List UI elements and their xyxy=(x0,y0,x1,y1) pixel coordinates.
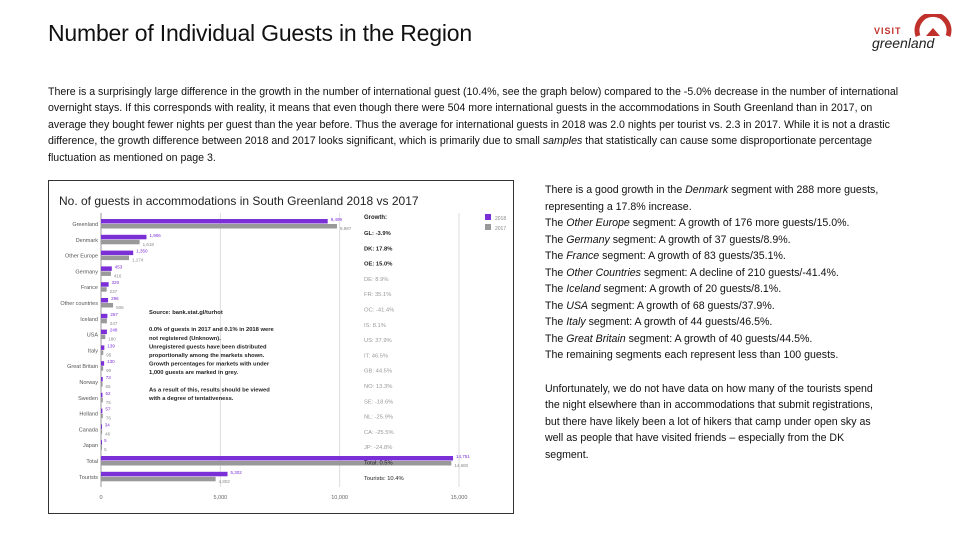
growth-label: IT: 46.5% xyxy=(364,353,389,360)
bar-2018 xyxy=(101,377,103,382)
svg-text:VISIT: VISIT xyxy=(874,26,902,36)
data-label-2017: 65 xyxy=(105,384,111,389)
category-label: Canada xyxy=(78,427,98,434)
chart-note: 0.0% of guests in 2017 and 0.1% in 2018 were xyxy=(149,327,274,334)
data-label-2018: 320 xyxy=(111,280,120,286)
segment-item xyxy=(545,331,890,348)
category-label: Denmark xyxy=(75,237,98,244)
bar-2018 xyxy=(101,235,146,240)
bar-2018 xyxy=(101,345,104,350)
data-label-2018: 5,302 xyxy=(230,469,242,475)
growth-label: Tourists: 10.4% xyxy=(364,475,404,482)
chart-note: with a degree of tentativeness. xyxy=(149,396,234,402)
data-label-2018: 14,751 xyxy=(456,454,470,459)
segment-item xyxy=(545,265,890,282)
bar-2017 xyxy=(101,414,103,419)
chart-note: proportionally among the markets shown. xyxy=(149,353,265,359)
category-label: Norway xyxy=(79,380,98,386)
growth-title: Growth: xyxy=(364,215,387,221)
data-label-2018: 139 xyxy=(107,343,115,349)
category-label: Other countries xyxy=(60,301,98,307)
growth-label: IS: 8.1% xyxy=(364,322,386,329)
category-label: Other Europe xyxy=(64,253,98,260)
bar-2018 xyxy=(101,266,112,271)
segment-text: The xyxy=(545,233,567,246)
chart-note: Growth percentages for markets with under xyxy=(149,361,270,368)
category-label: France xyxy=(80,285,98,292)
bar-2017 xyxy=(101,366,103,371)
legend-swatch xyxy=(485,214,491,220)
segment-text: Denmark xyxy=(685,184,729,196)
data-label-2017: 76 xyxy=(105,415,111,421)
guests-bar-chart xyxy=(48,180,514,514)
bar-2018 xyxy=(101,361,104,366)
bar-2018 xyxy=(101,440,102,445)
growth-label: OC: -41.4% xyxy=(364,307,395,314)
bar-2018 xyxy=(101,409,102,414)
category-label: Holland xyxy=(79,411,98,418)
segment-text: segment: A growth of 44 guests/46.5%. xyxy=(585,316,773,328)
segment-text: segment: A growth of 20 guests/8.1%. xyxy=(600,283,782,295)
data-label-2018: 130 xyxy=(107,359,115,365)
segment-text: The remaining segments each represent less than 100 guests. xyxy=(545,349,839,361)
bar-2017 xyxy=(101,350,103,355)
growth-label: GL: -3.9% xyxy=(364,231,391,237)
bar-2018 xyxy=(101,330,107,335)
bar-2017 xyxy=(101,382,103,387)
category-label: Total xyxy=(86,459,98,465)
growth-label: SE: -18.6% xyxy=(364,399,394,406)
segment-text: France xyxy=(566,250,600,262)
growth-label: JP: -24.8% xyxy=(364,445,393,452)
segment-text: Other Europe xyxy=(566,217,630,229)
bar-2018 xyxy=(101,393,102,398)
category-label: Sweden xyxy=(78,395,98,402)
segment-text: USA xyxy=(566,299,588,312)
data-label-2018: 1,350 xyxy=(136,248,148,254)
bar-2018 xyxy=(101,472,228,477)
bar-2018 xyxy=(101,219,328,224)
bar-2017 xyxy=(101,319,107,324)
bar-2017 xyxy=(101,461,451,466)
segment-text: Italy xyxy=(566,316,586,328)
segment-text: segment with 288 more guests, representing a 17.8% increase. xyxy=(545,184,879,213)
bar-2017 xyxy=(101,445,102,450)
bar-2017 xyxy=(101,271,111,276)
bar-2018 xyxy=(101,456,453,461)
data-label-2018: 267 xyxy=(110,311,118,317)
growth-label: DE: 8.9% xyxy=(364,276,389,283)
segment-item xyxy=(545,347,890,364)
data-label-2018: 9,499 xyxy=(330,217,342,222)
segment-item xyxy=(545,281,890,298)
segment-text: The xyxy=(545,250,567,262)
segment-text: The xyxy=(545,332,567,345)
segment-text: The xyxy=(545,283,567,295)
legend-swatch xyxy=(485,224,491,230)
segment-item xyxy=(545,232,890,249)
data-label-2018: 5 xyxy=(104,438,107,444)
segment-text: segment: A growth of 83 guests/35.1%. xyxy=(599,250,786,262)
bar-2018 xyxy=(101,424,102,429)
data-label-2017: 1,618 xyxy=(142,241,154,247)
segment-text: segment: A growth of 37 guests/8.9%. xyxy=(609,233,791,246)
bar-2017 xyxy=(101,477,216,482)
bar-2018 xyxy=(101,298,108,303)
category-label: Tourists xyxy=(79,474,98,481)
segment-text: Germany xyxy=(566,233,610,246)
data-label-2018: 453 xyxy=(114,264,123,270)
x-tick-label: 15,000 xyxy=(450,495,468,501)
data-label-2017: 90 xyxy=(106,368,112,374)
data-label-2017: 180 xyxy=(108,336,116,342)
data-label-2017: 1,174 xyxy=(132,257,144,263)
chart-note: Source: bank.stat.gl/turhot xyxy=(149,310,223,316)
segment-item xyxy=(545,182,890,215)
chart-note: not registered (Unknown). xyxy=(149,335,221,342)
data-label-2018: 1,906 xyxy=(149,232,161,238)
chart-note: As a result of this, results should be viewed xyxy=(149,387,270,394)
data-label-2018: 73 xyxy=(105,375,111,380)
data-label-2018: 248 xyxy=(109,327,118,333)
growth-label: DK: 17.8% xyxy=(364,246,393,253)
data-label-2017: 237 xyxy=(109,289,118,295)
data-label-2018: 34 xyxy=(104,422,110,428)
growth-label: GB: 44.5% xyxy=(364,368,393,375)
bar-2017 xyxy=(101,335,105,340)
data-label-2017: 247 xyxy=(109,320,118,326)
growth-label: NL: -25.9% xyxy=(364,414,393,421)
data-label-2017: 5 xyxy=(104,447,107,453)
category-label: Great Britain xyxy=(67,364,98,371)
x-tick-label: 10,000 xyxy=(331,495,349,501)
data-label-2017: 95 xyxy=(106,352,112,358)
bar-2017 xyxy=(101,429,102,434)
data-label-2017: 4,802 xyxy=(218,478,230,484)
segment-text: segment: A growth of 40 guests/44.5%. xyxy=(625,332,813,345)
bar-2017 xyxy=(101,287,107,292)
segment-item xyxy=(545,215,890,232)
bar-2017 xyxy=(101,303,113,308)
chart-svg xyxy=(49,181,513,513)
visit-greenland-logo xyxy=(872,14,952,54)
bar-2017 xyxy=(101,256,129,261)
intro-paragraph: There is a surprisingly large difference in the growth in the number of international guest (10.4%, see the graph below) compared to the -5.0% decrease in the number of international overnight stays. If this corresponds with reality, it means that even though there were 504 more international guests in the accommodations in South Greenland than in 2017, on average they bought fewer nights per guest than the year before. Thus the average for international guests in 2018 was 2.0 nights per tourist vs. 2.3 in 2017. While it is not a drastic difference, the growth difference between 2018 and 2017 looks significant, which is primarily due to small samples that statistically can cause some disproportionate percentage fluctuation as mentioned on page 3. xyxy=(48,86,899,164)
growth-label: OE: 15.0% xyxy=(364,261,393,268)
x-tick-label: 5,000 xyxy=(213,495,228,501)
growth-label: US: 37.9% xyxy=(364,338,392,345)
segment-text: Other Countries xyxy=(566,266,641,279)
data-label-2017: 416 xyxy=(113,273,122,279)
category-label: Greenland xyxy=(72,222,98,228)
segment-text: Great Britain xyxy=(566,332,626,345)
growth-label: CA: -25.5% xyxy=(364,429,394,436)
bar-2018 xyxy=(101,314,107,319)
closing-paragraph: Unfortunately, we do not have data on how many of the tourists spend the night elsewhere than in accommodations that submit registrations, but there have likely been a lot of hikers that camp under open sky as well as people that have visited friends – especially from the DK segment. xyxy=(545,382,873,461)
data-label-2018: 57 xyxy=(105,406,111,412)
chart-note: 1,000 guests are marked in grey. xyxy=(149,370,239,377)
segment-item xyxy=(545,298,890,315)
legend-label: 2017 xyxy=(495,226,507,232)
x-tick-label: 0 xyxy=(99,495,103,501)
category-label: Germany xyxy=(75,269,98,276)
chart-title: No. of guests in accommodations in South Greenland 2018 vs 2017 xyxy=(59,194,419,208)
data-label-2017: 9,887 xyxy=(339,226,352,231)
growth-label: Total: 0.5% xyxy=(364,460,393,467)
data-label-2017: 46 xyxy=(105,431,111,437)
segment-text: segment: A decline of 210 guests/-41.4%. xyxy=(640,266,839,279)
legend-label: 2018 xyxy=(495,216,507,222)
growth-label: NO: 13.3% xyxy=(364,384,393,390)
bar-2017 xyxy=(101,224,337,229)
segment-item xyxy=(545,248,890,265)
data-label-2017: 506 xyxy=(116,305,124,310)
bar-2018 xyxy=(101,282,109,287)
segment-text: segment: A growth of 176 more guests/15.0%. xyxy=(629,217,850,229)
segment-item xyxy=(545,314,890,331)
data-label-2018: 296 xyxy=(111,296,119,301)
category-label: USA xyxy=(86,332,98,339)
segment-summary xyxy=(545,182,890,463)
segment-text: Iceland xyxy=(566,283,601,295)
bar-2017 xyxy=(101,398,103,403)
bar-2017 xyxy=(101,240,140,245)
segment-text: The xyxy=(545,316,567,328)
data-label-2017: 75 xyxy=(105,399,111,405)
growth-label: FR: 35.1% xyxy=(364,292,392,299)
category-label: Iceland xyxy=(80,316,98,323)
segment-text: There is a good growth in the xyxy=(545,184,686,196)
segment-text: The xyxy=(545,266,567,279)
segment-text: The xyxy=(545,217,567,229)
segment-text: The xyxy=(545,299,567,312)
svg-text:greenland: greenland xyxy=(872,35,935,51)
category-label: Italy xyxy=(87,348,98,355)
bar-2018 xyxy=(101,251,133,256)
segment-text: segment: A growth of 68 guests/37.9%. xyxy=(588,299,775,312)
page-title: Number of Individual Guests in the Region xyxy=(48,20,472,46)
data-label-2017: 14,680 xyxy=(454,463,469,468)
data-label-2018: 62 xyxy=(105,390,111,396)
category-label: Japan xyxy=(83,443,98,450)
chart-note: Unregistered guests have been distributed xyxy=(149,344,267,351)
